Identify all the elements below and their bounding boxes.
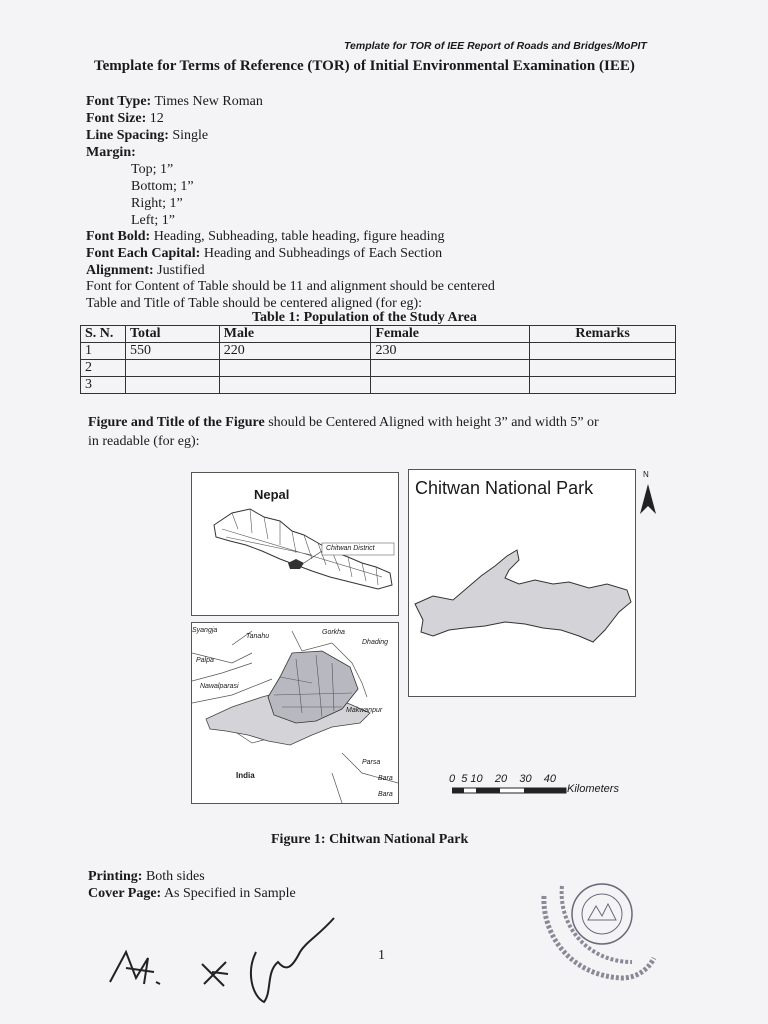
scale-bar bbox=[452, 787, 568, 795]
district-label: Nawalparasi bbox=[200, 683, 239, 690]
spec-font-type: Font Type: Times New Roman bbox=[86, 94, 263, 109]
district-label: Syangja bbox=[192, 627, 218, 634]
scale-numbers: 0 5 10 20 30 40 bbox=[449, 773, 557, 785]
table-row bbox=[81, 360, 676, 377]
district-label: Parsa bbox=[362, 759, 381, 766]
header-remarks: Remarks bbox=[530, 326, 676, 343]
district-map bbox=[191, 622, 399, 804]
printing-spec: Printing: Both sides bbox=[88, 869, 205, 884]
district-label: Dhading bbox=[362, 639, 389, 646]
table-cell bbox=[219, 360, 371, 377]
table-cell: 230 bbox=[371, 343, 530, 360]
table-cell: 220 bbox=[219, 343, 371, 360]
figure-caption: Figure 1: Chitwan National Park bbox=[271, 832, 469, 847]
note-font-table: Font for Content of Table should be 11 and alignment should be centered bbox=[86, 279, 495, 294]
table-cell bbox=[125, 377, 219, 394]
spec-margin: Margin: bbox=[86, 145, 136, 160]
nepal-label: Nepal bbox=[254, 487, 290, 502]
district-label: Bara bbox=[378, 791, 393, 798]
header-sn: S. N. bbox=[81, 326, 126, 343]
margin-bottom: Bottom; 1” bbox=[131, 179, 194, 194]
chitwan-district-label: Chitwan District bbox=[326, 545, 375, 552]
margin-right: Right; 1” bbox=[131, 196, 183, 211]
table-cell bbox=[530, 343, 676, 360]
header-female: Female bbox=[371, 326, 530, 343]
table-cell bbox=[371, 360, 530, 377]
table-row bbox=[81, 343, 676, 360]
nepal-outline bbox=[192, 473, 398, 615]
figure-note-line2: in readable (for eg): bbox=[88, 434, 200, 449]
table-cell: 3 bbox=[81, 377, 126, 394]
district-label: Makwanpur bbox=[346, 707, 383, 714]
page-number: 1 bbox=[378, 948, 385, 963]
table-row bbox=[81, 377, 676, 394]
district-label: India bbox=[236, 771, 255, 780]
header-total: Total bbox=[125, 326, 219, 343]
spec-font-size: Font Size: 12 bbox=[86, 111, 164, 126]
spec-font-bold: Font Bold: Heading, Subheading, table heading, figure heading bbox=[86, 229, 445, 244]
table-cell bbox=[530, 360, 676, 377]
running-header: Template for TOR of IEE Report of Roads and Bridges/MoPIT bbox=[344, 40, 647, 52]
district-label: Bara bbox=[378, 775, 393, 782]
margin-top: Top; 1” bbox=[131, 162, 174, 177]
district-label: Palpa bbox=[196, 657, 214, 664]
figure-note-line1: Figure and Title of the Figure should be Centered Aligned with height 3” and width 5” or bbox=[88, 415, 599, 430]
table-cell: 1 bbox=[81, 343, 126, 360]
table-cell bbox=[125, 360, 219, 377]
table-cell: 550 bbox=[125, 343, 219, 360]
table-cell bbox=[371, 377, 530, 394]
header-male: Male bbox=[219, 326, 371, 343]
signatures-image bbox=[96, 912, 356, 1012]
nepal-map bbox=[191, 472, 399, 616]
table-cell bbox=[530, 377, 676, 394]
park-title: Chitwan National Park bbox=[415, 478, 594, 498]
district-label: Gorkha bbox=[322, 629, 345, 636]
official-stamp bbox=[532, 866, 662, 996]
table-cell bbox=[219, 377, 371, 394]
table-header-row bbox=[81, 326, 676, 343]
spec-font-capital: Font Each Capital: Heading and Subheadings of Each Section bbox=[86, 246, 443, 261]
park-map bbox=[408, 469, 636, 697]
note-table-title: Table and Title of Table should be centered aligned (for eg): bbox=[86, 296, 423, 311]
spec-alignment: Alignment: Justified bbox=[86, 263, 205, 278]
park-outline bbox=[409, 470, 635, 696]
scale-unit: Kilometers bbox=[567, 783, 619, 795]
population-table bbox=[80, 325, 676, 394]
spec-line-spacing: Line Spacing: Single bbox=[86, 128, 209, 143]
margin-left: Left; 1” bbox=[131, 213, 175, 228]
north-label: N bbox=[643, 470, 649, 479]
district-label: Tanahu bbox=[246, 633, 270, 640]
document-title: Template for Terms of Reference (TOR) of Initial Environmental Examination (IEE) bbox=[94, 58, 635, 74]
table-cell: 2 bbox=[81, 360, 126, 377]
stamp-seal-icon bbox=[532, 866, 662, 996]
cover-page-spec: Cover Page: As Specified in Sample bbox=[88, 886, 296, 901]
table-caption: Table 1: Population of the Study Area bbox=[252, 310, 477, 325]
